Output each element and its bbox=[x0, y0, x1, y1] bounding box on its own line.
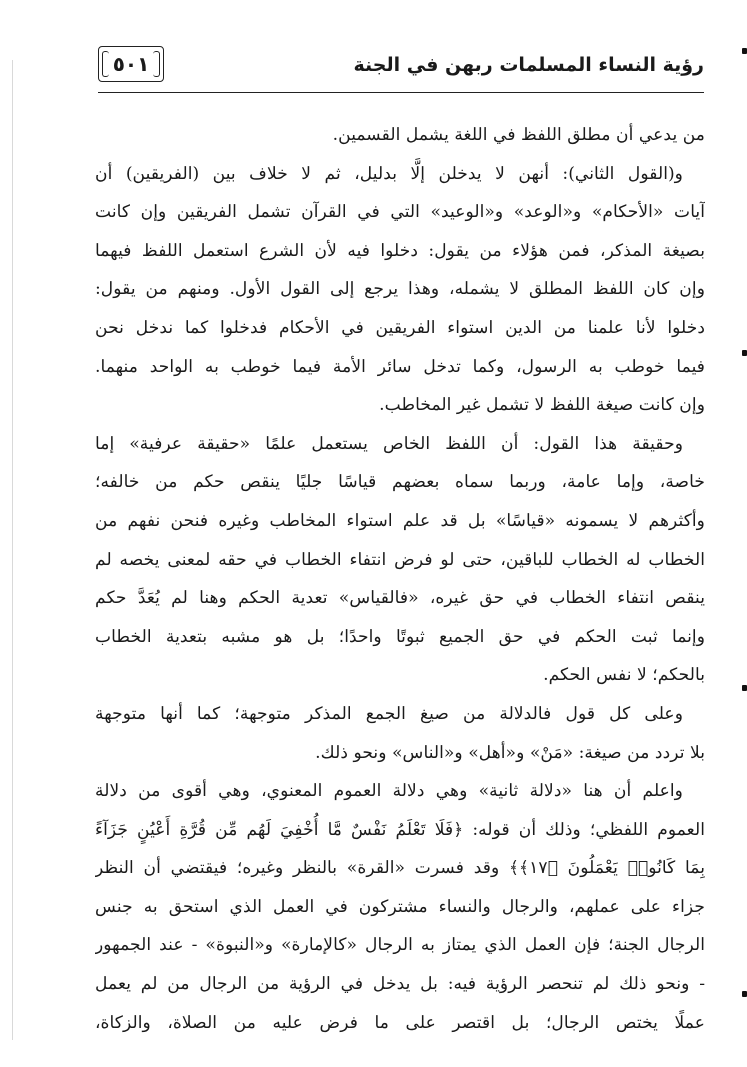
text-line: الرجال الجنة؛ فإن العمل الذي يمتاز به الرجال «كالإمارة» و«النبوة» - عند الجمهور bbox=[95, 935, 705, 956]
text-line: واعلم أن هنا «دلالة ثانية» وهي دلالة العموم المعنوي، وهي أقوى من دلالة bbox=[95, 781, 683, 802]
text-line: دخلوا لأنا علمنا من الدين استواء الفريقين في الأحكام فدخلوا كما ندخل نحن bbox=[95, 317, 705, 338]
text-line: وأكثرهم لا يسمونه «قياسًا» بل قد علم استواء المخاطب وغيره فنحن نفهم من bbox=[95, 510, 705, 531]
margin-mark bbox=[742, 991, 747, 997]
text-line: ينقص انتفاء الخطاب في حق غيره، «فالقياس» تعدية الحكم وهنا لم يُعَدَّ حكم bbox=[95, 588, 705, 609]
margin-mark bbox=[742, 48, 747, 54]
text-line: العموم اللفظي؛ وذلك أن قوله: ﴿فَلَا تَعْلَمُ نَفْسٌ مَّا أُخْفِيَ لَهُم مِّن قُرَّةِ أَعْيُنٍ جَزَآءً bbox=[95, 819, 705, 840]
text-line: وإن كانت صيغة اللفظ لا تشمل غير المخاطب. bbox=[379, 395, 705, 416]
text-line: و(القول الثاني): أنهن لا يدخلن إلَّا بدليل، ثم لا خلاف بين (الفريقين) أن bbox=[95, 163, 683, 184]
text-line: بلا تردد من صيغة: «مَنْ» و«أهل» و«الناس» ونحو ذلك. bbox=[315, 742, 705, 763]
text-line: - ونحو ذلك لم تنحصر الرؤية فيه: بل يدخل في الرؤية من الرجال من لم يعمل bbox=[95, 974, 705, 995]
text-line: وإنما ثبت الحكم في حق الجميع ثبوتًا واحدًا؛ بل هو مشبه بتعدية الخطاب bbox=[95, 626, 705, 647]
margin-mark bbox=[742, 685, 747, 691]
page-header bbox=[98, 40, 704, 93]
text-line: بِمَا كَانُوا۟ يَعْمَلُونَ ﴿١٧﴾﴾ وقد فسرت «القرة» بالنظر وغيره؛ فيقتضي أن النظر bbox=[95, 858, 705, 879]
text-line: بالحكم؛ لا نفس الحكم. bbox=[543, 665, 705, 686]
text-line: وإن كان اللفظ المطلق لا يشمله، وهذا يرجع إلى القول الأول. ومنهم من يقول: bbox=[95, 279, 705, 300]
text-line: خاصة، وإما عامة، وربما سماه بعضهم قياسًا جليًا ينقص حكم من خالفه؛ bbox=[95, 472, 705, 493]
margin-mark bbox=[742, 350, 747, 356]
text-line: بصيغة المذكر، فمن هؤلاء من يقول: دخلوا فيه لأن الشرع استعمل اللفظ فيهما bbox=[95, 240, 705, 261]
text-line: جزاء على عملهم، والرجال والنساء مشتركون في العمل الذي استحق به جنس bbox=[95, 896, 705, 917]
text-line: فيما خوطب به الرسول، وكما تدخل سائر الأمة فيما خوطب به الواحد منهما. bbox=[95, 356, 705, 377]
text-line: وعلى كل قول فالدلالة من صيغ الجمع المذكر متوجهة؛ كما أنها متوجهة bbox=[95, 703, 683, 724]
body-text bbox=[95, 116, 705, 1042]
page-number-frame bbox=[98, 46, 164, 82]
text-line: آيات «الأحكام» و«الوعد» و«الوعيد» التي في القرآن تشمل الفريقين وإن كانت bbox=[95, 202, 705, 223]
running-title: رؤية النساء المسلمات ربهن في الجنة bbox=[353, 54, 704, 76]
text-line: من يدعي أن مطلق اللفظ في اللغة يشمل القسمين. bbox=[332, 125, 705, 145]
page-edge-shadow bbox=[12, 60, 13, 1040]
text-line: الخطاب له الخطاب للباقين، حتى لو فرض انتفاء الخطاب في حقه لمعنى يخصه لم bbox=[95, 549, 705, 570]
text-line: عملًا يختص الرجال؛ بل اقتصر على ما فرض عليه من الصلاة، والزكاة، bbox=[95, 1012, 705, 1033]
text-line: وحقيقة هذا القول: أن اللفظ الخاص يستعمل علمًا «حقيقة عرفية» إما bbox=[95, 433, 683, 454]
page-number: ٥٠١ bbox=[112, 52, 150, 76]
